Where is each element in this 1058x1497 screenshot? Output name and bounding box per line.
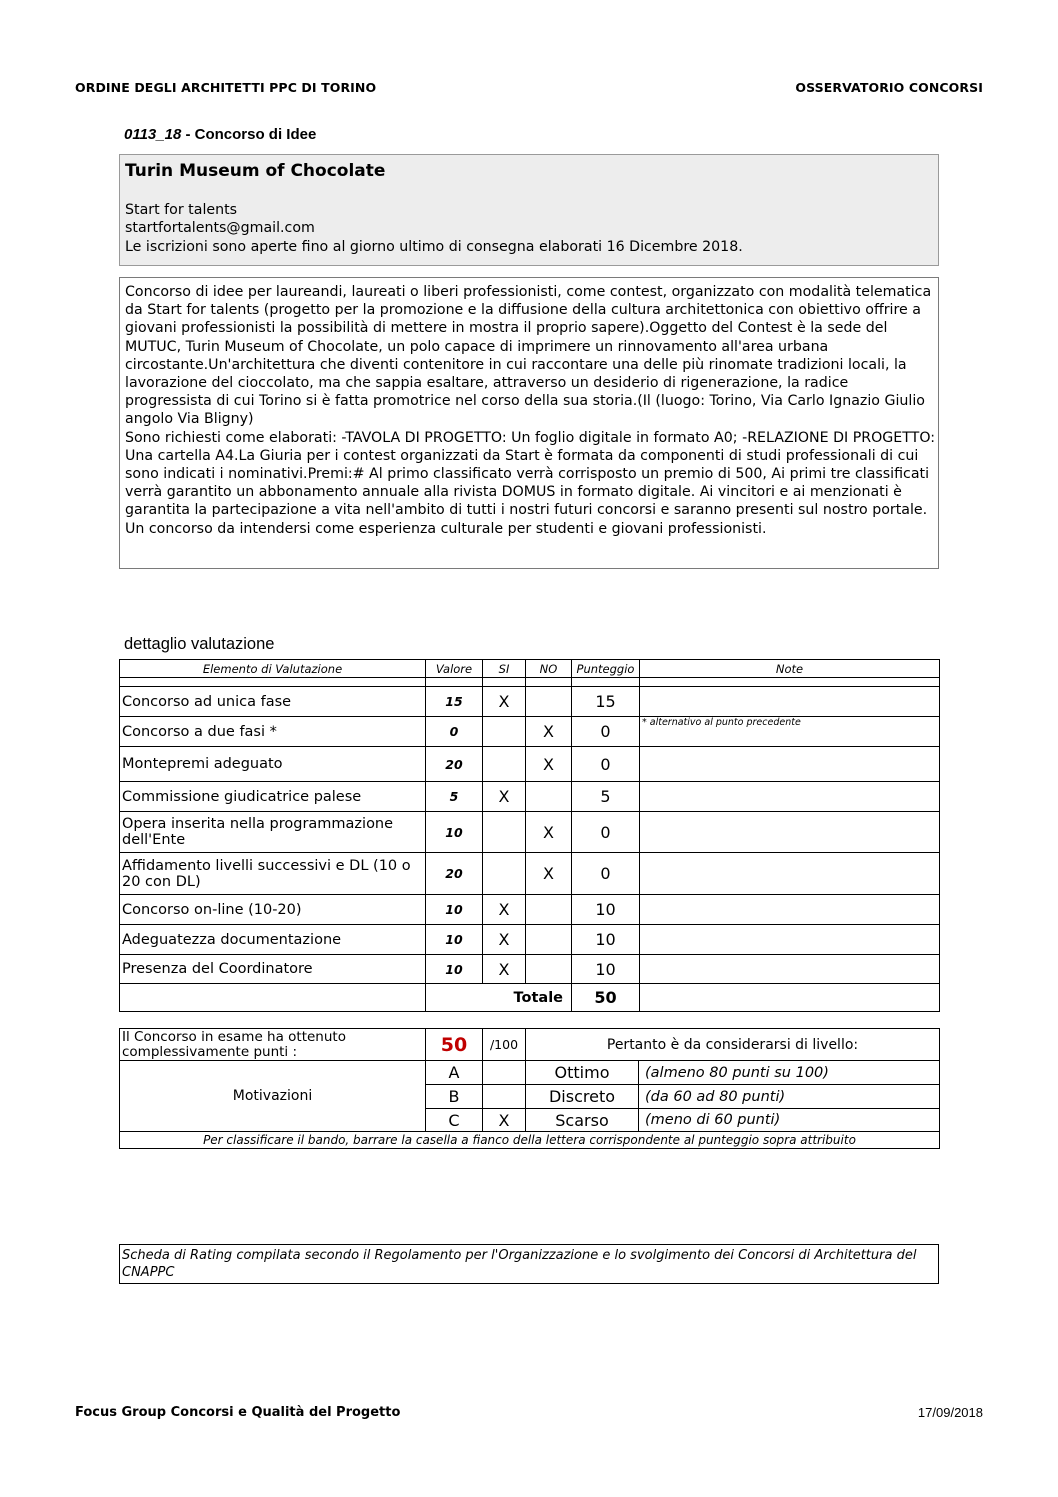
row-note [640, 925, 940, 955]
header-observatory: OSSERVATORIO CONCORSI [795, 80, 983, 95]
eval-header-row [120, 660, 940, 678]
description-p3: Un concorso da intendersi come esperienza culturale per studenti e giovani professionisti. [125, 520, 767, 537]
row-element: Presenza del Coordinatore [120, 955, 426, 984]
row-value: 20 [426, 853, 483, 895]
row-score: 10 [572, 925, 640, 955]
row-element: Commissione giudicatrice palese [120, 782, 426, 812]
row-si [483, 747, 526, 782]
row-no: X [526, 747, 572, 782]
level-mark [483, 1061, 526, 1085]
motivations-label: Motivazioni [120, 1061, 426, 1132]
row-note [640, 853, 940, 895]
row-note [640, 687, 940, 717]
code-type: - Concorso di Idee [181, 126, 317, 143]
header-org: ORDINE DEGLI ARCHITETTI PPC DI TORINO [75, 80, 377, 95]
level-table [119, 1028, 940, 1149]
row-si: X [483, 687, 526, 717]
header-si: SI [483, 660, 526, 678]
table-row [120, 925, 940, 955]
header-element: Elemento di Valutazione [120, 660, 426, 678]
eval-spacer-row [120, 678, 940, 687]
evaluation-table [119, 659, 940, 1012]
row-si: X [483, 925, 526, 955]
row-note [640, 782, 940, 812]
overall-score: 50 [426, 1029, 483, 1061]
title-box [119, 154, 939, 266]
row-no: X [526, 853, 572, 895]
code-number: 0113_18 [124, 126, 182, 143]
row-element: Concorso ad unica fase [120, 687, 426, 717]
table-row [120, 955, 940, 984]
section-title: dettaglio valutazione [124, 635, 275, 653]
row-note [640, 955, 940, 984]
total-value: 50 [572, 984, 640, 1012]
row-element: Concorso on-line (10-20) [120, 895, 426, 925]
summary-label: Il Concorso in esame ha ottenuto complessivamente punti : [120, 1029, 426, 1061]
row-value: 15 [426, 687, 483, 717]
row-no: X [526, 812, 572, 853]
row-no [526, 687, 572, 717]
row-si [483, 812, 526, 853]
level-letter: B [426, 1085, 483, 1109]
table-row [120, 717, 940, 747]
footer-left: Focus Group Concorsi e Qualità del Progetto [75, 1405, 401, 1420]
table-row [120, 853, 940, 895]
row-value: 10 [426, 895, 483, 925]
row-element: Adeguatezza documentazione [120, 925, 426, 955]
row-score: 0 [572, 717, 640, 747]
row-value: 0 [426, 717, 483, 747]
total-spacer [120, 984, 426, 1012]
header-value: Valore [426, 660, 483, 678]
total-note [640, 984, 940, 1012]
level-row [120, 1061, 940, 1085]
row-element: Concorso a due fasi * [120, 717, 426, 747]
table-row [120, 782, 940, 812]
table-row [120, 812, 940, 853]
row-element: Opera inserita nella programmazione dell'Ente [120, 812, 426, 853]
level-desc: (meno di 60 punti) [639, 1109, 940, 1132]
table-row [120, 687, 940, 717]
header-notes: Note [640, 660, 940, 678]
row-no [526, 925, 572, 955]
row-score: 0 [572, 812, 640, 853]
footer-date: 17/09/2018 [917, 1405, 983, 1420]
row-score: 0 [572, 853, 640, 895]
row-note [640, 812, 940, 853]
level-mark: X [483, 1109, 526, 1132]
description-p2: Sono richiesti come elaborati: -TAVOLA DI PROGETTO: Un foglio digitale in formato A0; -RELAZIONE DI PROGETTO: Una cartella A4.La Giuria per i contest organizzati da Start è formata da componenti di studi professionali di cui sono indicati i nominativi.Premi:# Al primo classificato verrà corrisposto un premio di 500, Ai primi tre classificati verrà garantito un abbonamento annuale alla rivista DOMUS in formato digitale. Ai vincitori e ai menzionati è garantita la partecipazione a vita nell'ambito di tutti i nostri futuri concorsi e saranno presenti sul nostro portale. [125, 429, 936, 519]
row-si: X [483, 895, 526, 925]
description-text [125, 283, 937, 538]
organizer: Start for talents [125, 202, 238, 218]
header-score: Punteggio [572, 660, 640, 678]
row-value: 10 [426, 955, 483, 984]
row-si: X [483, 955, 526, 984]
level-desc: (almeno 80 punti su 100) [639, 1061, 940, 1085]
row-si: X [483, 782, 526, 812]
competition-code [124, 126, 316, 143]
level-name: Discreto [526, 1085, 639, 1109]
row-score: 5 [572, 782, 640, 812]
classification-footnote: Per classificare il bando, barrare la casella a fianco della lettera corrispondente al punteggio sopra attribuito [120, 1132, 940, 1149]
table-row [120, 747, 940, 782]
row-score: 0 [572, 747, 640, 782]
row-si [483, 717, 526, 747]
row-no [526, 955, 572, 984]
summary-row [120, 1029, 940, 1061]
rating-note: Scheda di Rating compilata secondo il Regolamento per l'Organizzazione e lo svolgimento dei Concorsi di Architettura del CNAPPC [122, 1248, 917, 1280]
level-desc: (da 60 ad 80 punti) [639, 1085, 940, 1109]
total-row [120, 984, 940, 1012]
row-note [640, 747, 940, 782]
row-element: Montepremi adeguato [120, 747, 426, 782]
row-element: Affidamento livelli successivi e DL (10 o 20 con DL) [120, 853, 426, 895]
description-p1: Concorso di idee per laureandi, laureati o liberi professionisti, come contest, organizzato con modalità telematica da Start for talents (progetto per la promozione e la diffusione della cultura architettonica con obiettivo offrire a giovani professionisti la possibilità di mettere in mostra il proprio sapere).Oggetto del Contest è la sede del MUTUC, Turin Museum of Chocolate, un polo capace di imprimere un rinnovamento all'area urbana circostante.Un'architettura che diventi contenitore in cui raccontare una delle più rinomate tradizioni locali, la lavorazione del cioccolato, ma che sappia esaltare, attraverso un desiderio di rigenerazione, la radice progressista di cui Torino si è fatta promotrice nel corso della sua storia.(Il (luogo: Torino, Via Carlo Ignazio Giulio angolo Via Bligny) [125, 284, 932, 428]
row-value: 10 [426, 812, 483, 853]
table-row [120, 895, 940, 925]
description-box [119, 277, 939, 569]
row-value: 20 [426, 747, 483, 782]
organizer-email: startfortalents@gmail.com [125, 220, 315, 236]
total-label: Totale [426, 984, 572, 1012]
competition-title: Turin Museum of Chocolate [125, 161, 386, 181]
score-out-of: /100 [483, 1029, 526, 1061]
row-value: 5 [426, 782, 483, 812]
level-name: Ottimo [526, 1061, 639, 1085]
level-mark [483, 1085, 526, 1109]
row-value: 10 [426, 925, 483, 955]
row-no [526, 895, 572, 925]
row-score: 10 [572, 955, 640, 984]
row-no: X [526, 717, 572, 747]
row-score: 10 [572, 895, 640, 925]
row-si [483, 853, 526, 895]
consider-label: Pertanto è da considerarsi di livello: [526, 1029, 940, 1061]
level-letter: A [426, 1061, 483, 1085]
level-letter: C [426, 1109, 483, 1132]
row-no [526, 782, 572, 812]
level-name: Scarso [526, 1109, 639, 1132]
deadline: Le iscrizioni sono aperte fino al giorno ultimo di consegna elaborati 16 Dicembre 2018. [125, 239, 743, 255]
footnote-row [120, 1132, 940, 1149]
row-note [640, 895, 940, 925]
header-no: NO [526, 660, 572, 678]
row-score: 15 [572, 687, 640, 717]
rating-note-box [119, 1244, 939, 1284]
row-note: * alternativo al punto precedente [640, 717, 940, 747]
